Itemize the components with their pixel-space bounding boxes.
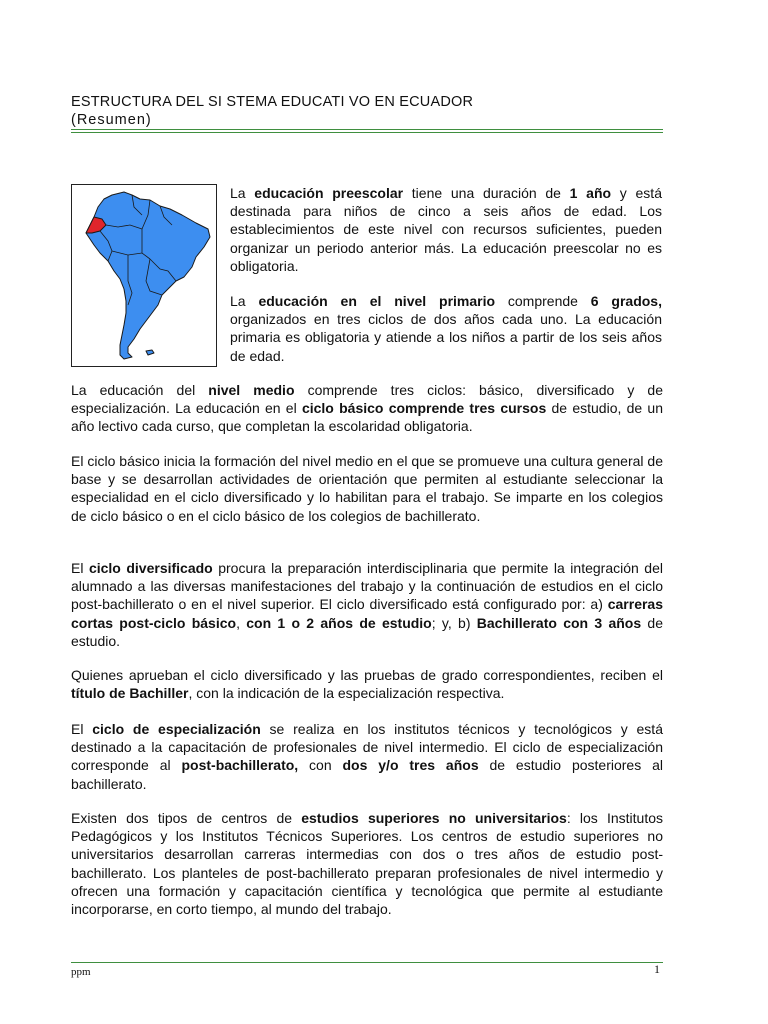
paragraph-ciclo-diversificado: El ciclo diversificado procura la preparación interdisciplinaria que permite la integración del alumnado a las diversas manifestaciones del trabajo y la continuación de estudios en el ciclo post-bachillerato o en el nivel superior. El ciclo diversificado está configurado por: a) carreras cortas post-ciclo básico, con 1 o 2 años de estudio; y, b) Bachillerato con 3 años de estudio.: [71, 560, 663, 649]
footer-author-initials: ppm: [71, 966, 91, 978]
header-divider: [71, 129, 663, 130]
page-number: 1: [654, 962, 660, 976]
south-america-map-icon: [72, 185, 216, 366]
south-america-map-figure: [71, 184, 217, 367]
document-subtitle: (Resumen): [71, 112, 152, 128]
paragraph-preescolar: La educación preescolar tiene una duración de 1 año y está destinada para niños de cinco a seis años de edad. Los establecimientos de este nivel con recursos suficientes, pueden organizar un periodo anterior más. La educación preescolar no es obligatoria.: [230, 185, 662, 274]
paragraph-primario: La educación en el nivel primario comprende 6 grados, organizados en tres ciclos de dos años cada uno. La educación primaria es obligatoria y atiende a los niños a partir de los seis años de edad.: [230, 293, 662, 364]
paragraph-ciclo-basico: El ciclo básico inicia la formación del nivel medio en el que se promueve una cultura general de base y se desarrollan actividades de orientación que permiten al estudiante seleccionar la especialidad en el ciclo diversificado y lo habilitan para el trabajo. Se imparte en los colegios de ciclo básico o en el ciclo básico de los colegios de bachillerato.: [71, 453, 663, 524]
footer-divider: [71, 962, 663, 963]
paragraph-ciclo-especializacion: El ciclo de especialización se realiza en los institutos técnicos y tecnológicos y está destinado a la capacitación de profesionales de nivel intermedio. El ciclo de especialización corresponde al post-bachillerato, con dos y/o tres años de estudio posteriores al bachillerato.: [71, 721, 663, 792]
document-title: ESTRUCTURA DEL SI STEMA EDUCATI VO EN ECUADOR: [71, 94, 474, 110]
paragraph-titulo-bachiller: Quienes aprueban el ciclo diversificado y las pruebas de grado correspondientes, reciben el título de Bachiller, con la indicación de la especialización respectiva.: [71, 667, 663, 702]
paragraph-nivel-medio: La educación del nivel medio comprende tres ciclos: básico, diversificado y de especialización. La educación en el ciclo básico comprende tres cursos de estudio, de un año lectivo cada curso, que completan la escolaridad obligatoria.: [71, 382, 664, 435]
header-divider-secondary: [71, 132, 663, 133]
falkland-islands: [146, 350, 154, 355]
paragraph-estudios-superiores: Existen dos tipos de centros de estudios superiores no universitarios: los Institutos Pedagógicos y los Institutos Técnicos Superiores. Los centros de estudio superiores no universitarios desarrollan carreras intermedias con dos o tres años de estudio post-bachillerato. Los planteles de post-bachillerato preparan profesionales de nivel intermedio y ofrecen una formación y capacitación científica y tecnológica que permite al estudiante incorporarse, en corto tiempo, al mundo del trabajo.: [71, 810, 664, 918]
continent-shape: [86, 192, 210, 359]
